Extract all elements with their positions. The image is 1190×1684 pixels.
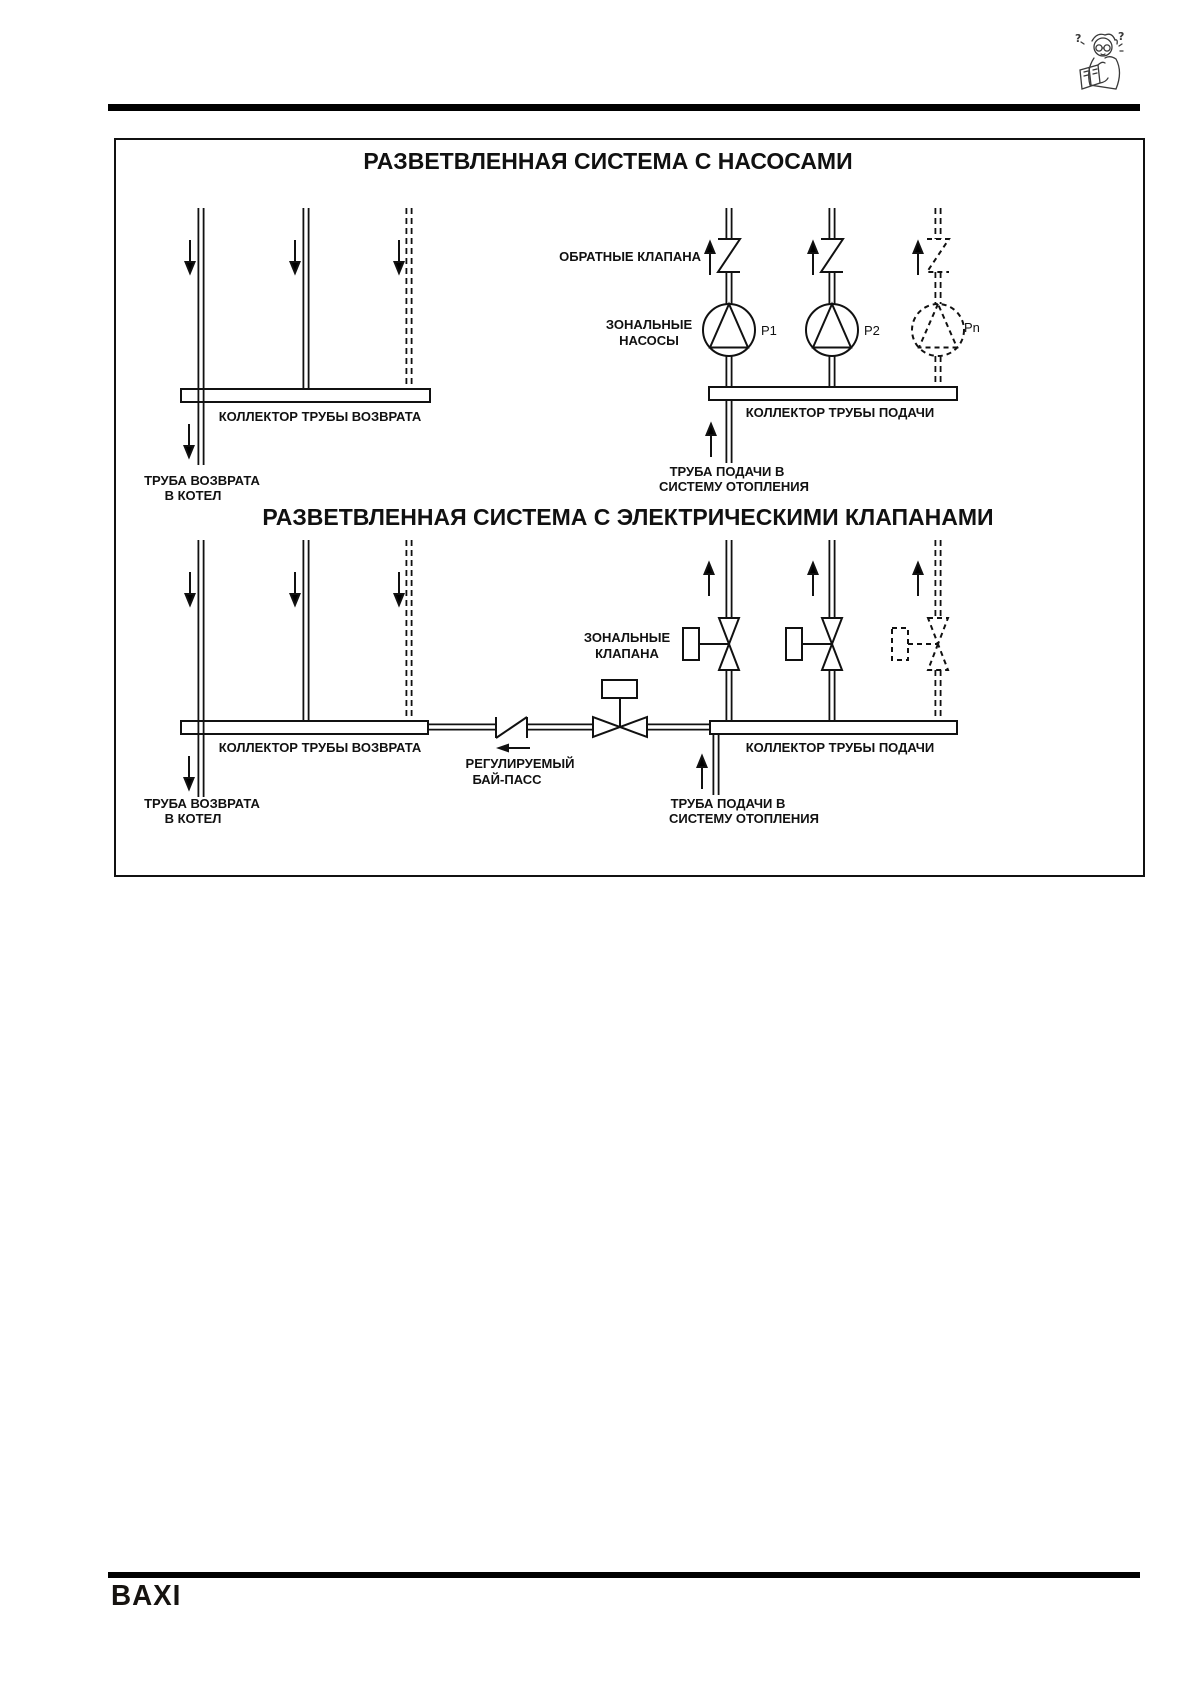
flow-up-arrow — [707, 424, 716, 457]
flow-down-arrow — [395, 572, 404, 605]
pump-tag: Pn — [964, 320, 980, 335]
diagram1-title: РАЗВЕТВЛЕННАЯ СИСТЕМА С НАСОСАМИ — [363, 148, 853, 174]
flow-down-arrow — [395, 240, 404, 273]
bypass-motor-valve — [593, 680, 647, 737]
bypass-label-line2: БАЙ-ПАСС — [472, 772, 542, 787]
return-riser-pipe — [303, 540, 308, 721]
flow-down-arrow — [185, 756, 194, 789]
return-riser-pipe — [303, 208, 308, 389]
footer-rule — [108, 1572, 1140, 1578]
question-mark-icon: ? — [1118, 30, 1125, 43]
supply-branch-pipe — [829, 208, 834, 387]
bypass-check-valve — [496, 717, 527, 738]
return-collector-label: КОЛЛЕКТОР ТРУБЫ ВОЗВРАТА — [218, 409, 422, 424]
return-to-boiler-label-line2: В КОТЕЛ — [164, 488, 222, 503]
bypass-label-line1: РЕГУЛИРУЕМЫЙ — [465, 756, 575, 771]
flow-down-arrow — [291, 572, 300, 605]
flow-up-arrow — [698, 756, 707, 789]
zone-valves-label-line2: КЛАПАНА — [595, 646, 659, 661]
zone-pump-dashed — [912, 304, 964, 356]
mascot-glasses — [1104, 45, 1110, 51]
return-collector — [181, 389, 430, 402]
mascot-glasses — [1096, 45, 1102, 51]
flow-up-arrow — [809, 242, 818, 275]
bypass-flow-left-arrow — [496, 744, 530, 753]
flow-up-arrow — [914, 563, 923, 596]
return-riser-pipe-dashed — [406, 208, 411, 389]
valve-actuator — [786, 628, 802, 660]
zone-pump — [703, 304, 755, 356]
zone-valves-label-line1: ЗОНАЛЬНЫЕ — [583, 630, 671, 645]
supply-collector — [710, 721, 957, 734]
diagram1-pumped-system — [144, 148, 980, 503]
brand-logo: BAXI — [111, 1580, 182, 1612]
pump-tag: P1 — [761, 323, 777, 338]
check-valve — [821, 239, 843, 272]
supply-collector — [709, 387, 957, 400]
flow-down-arrow — [185, 424, 194, 457]
flow-down-arrow — [186, 572, 195, 605]
flow-down-arrow — [291, 240, 300, 273]
question-mark-icon: ? — [1075, 32, 1082, 45]
supply-collector-label: КОЛЛЕКТОР ТРУБЫ ПОДАЧИ — [745, 740, 935, 755]
supply-pipe-label-line1: ТРУБА ПОДАЧИ В — [670, 796, 786, 811]
zone-pumps-label-line1: ЗОНАЛЬНЫЕ — [605, 317, 693, 332]
check-valves-label: ОБРАТНЫЕ КЛАПАНА — [559, 249, 701, 264]
check-valve — [718, 239, 740, 272]
return-to-boiler-label-line1: ТРУБА ВОЗВРАТА — [144, 796, 260, 811]
supply-outlet-pipe — [726, 400, 731, 463]
return-riser-pipe-dashed — [406, 540, 411, 721]
diagram-frame — [114, 138, 1145, 877]
supply-collector-label: КОЛЛЕКТОР ТРУБЫ ПОДАЧИ — [745, 405, 935, 420]
supply-branch-pipe — [726, 208, 731, 387]
diagram2-title: РАЗВЕТВЛЕННАЯ СИСТЕМА С ЭЛЕКТРИЧЕСКИМИ КЛАПАНАМИ — [262, 504, 994, 530]
valve-actuator-dashed — [892, 628, 908, 660]
valve-actuator — [683, 628, 699, 660]
return-collector-label: КОЛЛЕКТОР ТРУБЫ ВОЗВРАТА — [218, 740, 422, 755]
flow-up-arrow — [706, 242, 715, 275]
return-riser-pipe — [198, 540, 203, 797]
valve-actuator — [602, 680, 637, 698]
supply-pipe-label-line2: СИСТЕМУ ОТОПЛЕНИЯ — [659, 479, 809, 494]
check-valve-dashed — [927, 239, 949, 272]
header-rule — [108, 104, 1140, 111]
pump-tag: P2 — [864, 323, 880, 338]
return-riser-pipe — [198, 208, 203, 465]
hydraulic-diagrams — [116, 140, 1143, 875]
flow-up-arrow — [914, 242, 923, 275]
return-to-boiler-label-line1: ТРУБА ВОЗВРАТА — [144, 473, 260, 488]
bypass-pipe — [428, 724, 710, 729]
return-to-boiler-label-line2: В КОТЕЛ — [164, 811, 222, 826]
zone-pumps-label-line2: НАСОСЫ — [619, 333, 679, 348]
supply-pipe-label-line2: СИСТЕМУ ОТОПЛЕНИЯ — [669, 811, 819, 826]
supply-branch-pipe-dashed — [935, 208, 940, 387]
confused-reader-mascot-icon — [1072, 30, 1126, 98]
mascot-mouth — [1101, 54, 1105, 55]
return-collector — [181, 721, 428, 734]
mascot-body — [1089, 57, 1120, 89]
zone-pump — [806, 304, 858, 356]
flow-up-arrow — [809, 563, 818, 596]
supply-pipe-label-line1: ТРУБА ПОДАЧИ В — [669, 464, 785, 479]
diagram2-electric-valve-system — [144, 504, 994, 826]
flow-up-arrow — [705, 563, 714, 596]
flow-down-arrow — [186, 240, 195, 273]
supply-outlet-pipe — [713, 734, 718, 795]
